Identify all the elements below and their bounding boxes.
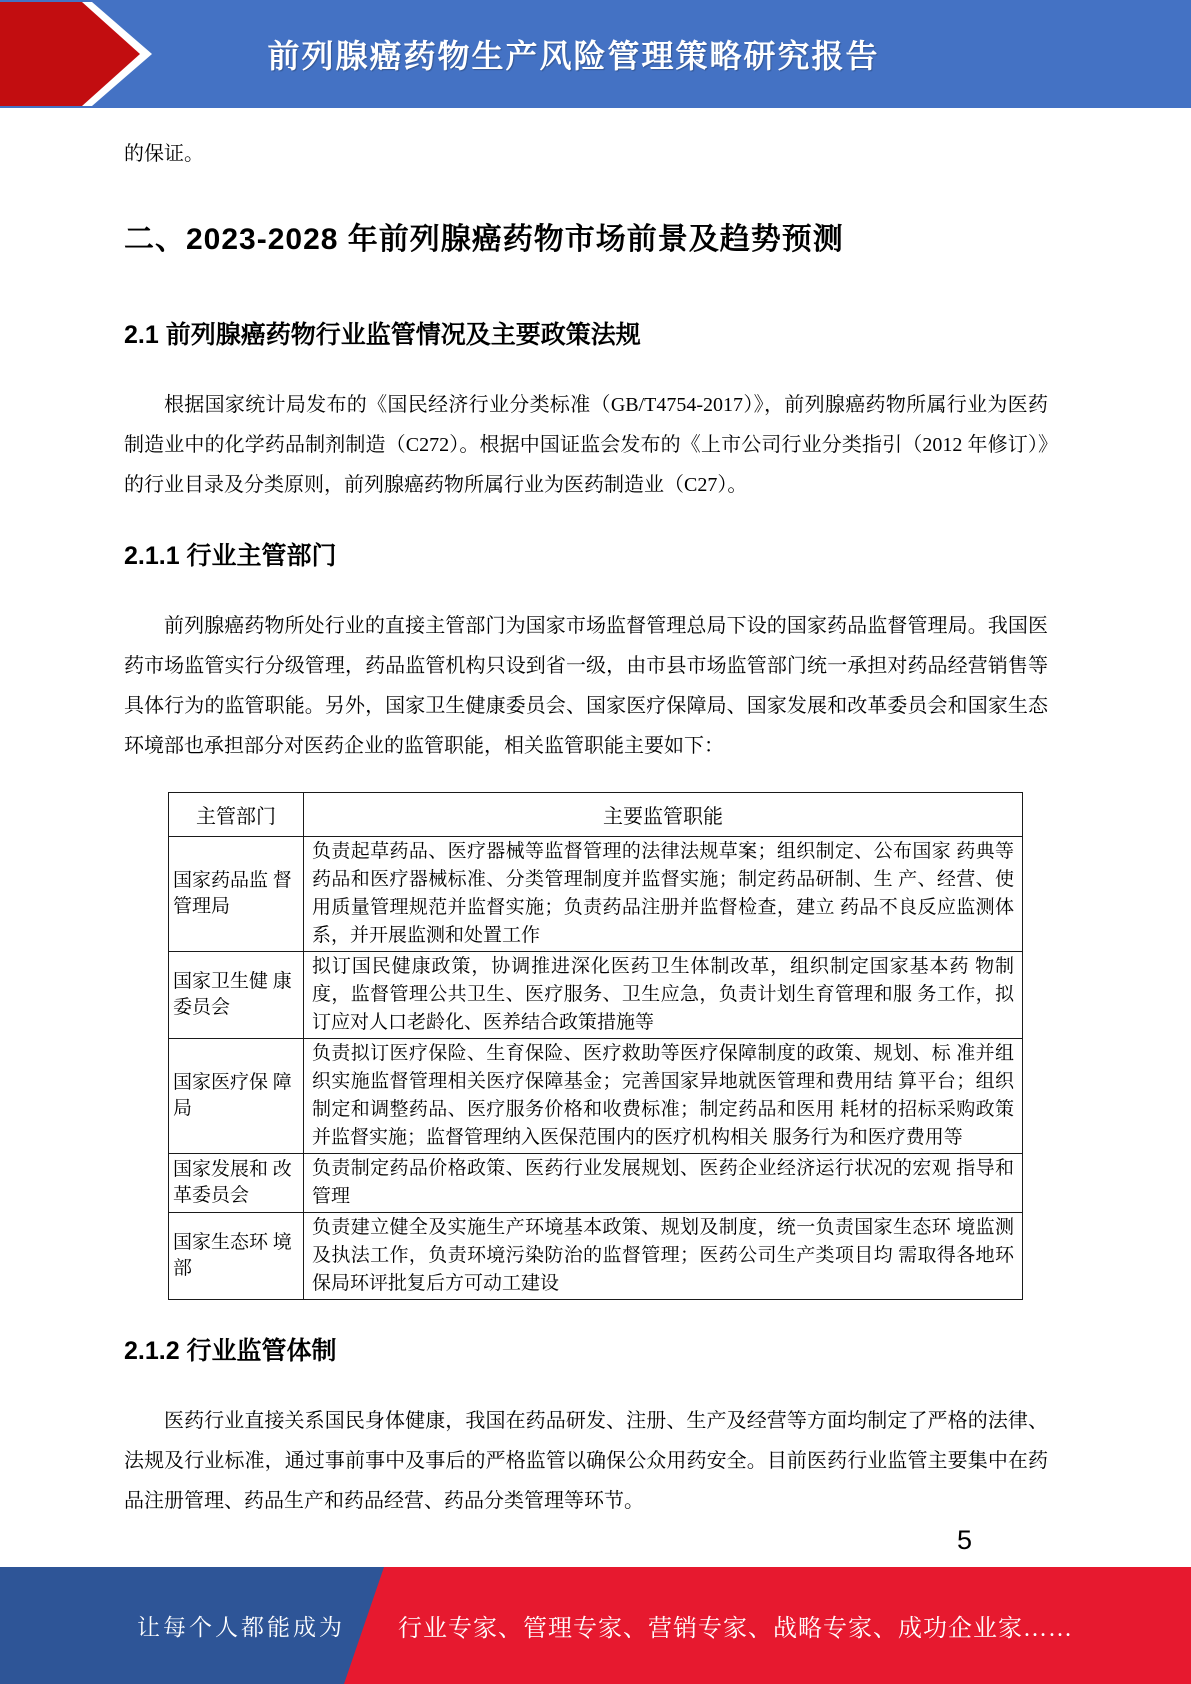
- table-header-dept: 主管部门: [169, 793, 304, 837]
- table-row: [169, 1039, 1023, 1154]
- table-row: [169, 952, 1023, 1039]
- paragraph-industry-classification: 根据国家统计局发布的《国民经济行业分类标准（GB/T4754-2017）》，前列腺癌药物所属行业为医药制造业中的化学药品制剂制造（C272）。根据中国证监会发布的《上市公司行业分类指引（2012 年修订）》的行业目录及分类原则，前列腺癌药物所属行业为医药制造业（C27）。: [124, 394, 1048, 496]
- dept-cell: 国家药品监 督管理局: [169, 837, 304, 952]
- footer-slogan-right: 行业专家、管理专家、营销专家、战略专家、成功企业家……: [398, 1616, 1073, 1642]
- dept-cell: 国家生态环 境部: [169, 1213, 304, 1300]
- table-row: [169, 1154, 1023, 1213]
- paragraph-regulators: 前列腺癌药物所处行业的直接主管部门为国家市场监督管理总局下设的国家药品监督管理局。我国医药市场监管实行分级管理，药品监管机构只设到省一级，由市县市场监管部门统一承担对药品经营销售等具体行为的监管职能。另外，国家卫生健康委员会、国家医疗保障局、国家发展和改革委员会和国家生态环境部也承担部分对医药企业的监管职能，相关监管职能主要如下：: [124, 615, 1048, 757]
- regulator-table-body: [169, 837, 1023, 1300]
- duty-cell: 负责拟订医疗保险、生育保险、医疗救助等医疗保障制度的政策、规划、标 准并组织实施监督管理相关医疗保障基金；完善国家异地就医管理和费用结 算平台；组织制定和调整药品、医疗服务价格和收费标准；制定药品和医用 耗材的招标采购政策并监督实施；监督管理纳入医保范围内的医疗机构相关 服务行为和医疗费用等: [304, 1039, 1023, 1154]
- section-heading-2-1-1: 2.1.1 行业主管部门: [124, 542, 337, 570]
- table-row: [169, 837, 1023, 952]
- section-heading-2-1-2: 2.1.2 行业监管体制: [124, 1337, 337, 1365]
- table-header-row: [169, 793, 1023, 837]
- intro-paragraph-fragment: 的保证。: [124, 143, 204, 165]
- dept-cell: 国家发展和 改革委员会: [169, 1154, 304, 1213]
- page-number: 5: [956, 1525, 972, 1555]
- duty-cell: 负责建立健全及实施生产环境基本政策、规划及制度，统一负责国家生态环 境监测及执法工作，负责环境污染防治的监督管理；医药公司生产类项目均 需取得各地环保局环评批复后方可动工建设: [304, 1213, 1023, 1300]
- footer-banner: [0, 1567, 1191, 1684]
- page-content: [0, 108, 1191, 1556]
- red-arrow-icon: [0, 0, 160, 108]
- duty-cell: 拟订国民健康政策，协调推进深化医药卫生体制改革，组织制定国家基本药 物制度，监督管理公共卫生、医疗服务、卫生应急，负责计划生育管理和服 务工作，拟订应对人口老龄化、医养结合政策措施等: [304, 952, 1023, 1039]
- duty-cell: 负责起草药品、医疗器械等监督管理的法律法规草案；组织制定、公布国家 药典等药品和医疗器械标准、分类管理制度并监督实施；制定药品研制、生 产、经营、使用质量管理规范并监督实施；负责药品注册并监督检查，建立 药品不良反应监测体系，并开展监测和处置工作: [304, 837, 1023, 952]
- footer-slogan-left: 让每个人都能成为: [137, 1615, 345, 1640]
- section-heading-2-1: 2.1 前列腺癌药物行业监管情况及主要政策法规: [124, 321, 641, 349]
- header-banner: [0, 0, 1191, 108]
- chapter-heading: 二、2023-2028 年前列腺癌药物市场前景及趋势预测: [124, 223, 844, 256]
- dept-cell: 国家卫生健 康委员会: [169, 952, 304, 1039]
- duty-cell: 负责制定药品价格政策、医药行业发展规划、医药企业经济运行状况的宏观 指导和管理: [304, 1154, 1023, 1213]
- regulator-table: [168, 792, 1023, 1300]
- paragraph-regulation-system: 医药行业直接关系国民身体健康，我国在药品研发、注册、生产及经营等方面均制定了严格的法律、法规及行业标准，通过事前事中及事后的严格监管以确保公众用药安全。目前医药行业监管主要集中在药品注册管理、药品生产和药品经营、药品分类管理等环节。: [124, 1410, 1048, 1512]
- table-header-duty: 主要监管职能: [304, 793, 1023, 837]
- dept-cell: 国家医疗保 障局: [169, 1039, 304, 1154]
- table-row: [169, 1213, 1023, 1300]
- report-title: 前列腺癌药物生产风险管理策略研究报告: [267, 38, 880, 74]
